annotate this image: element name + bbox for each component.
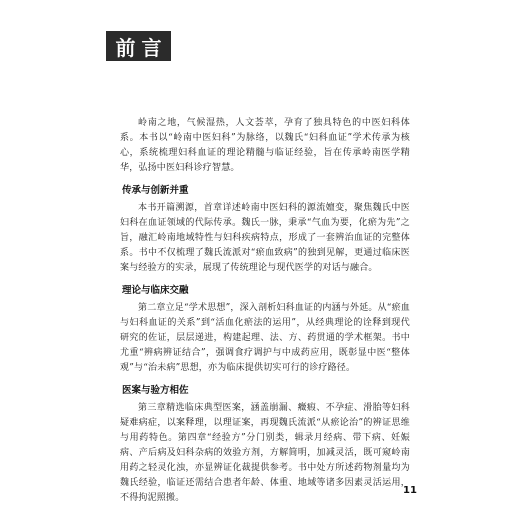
preface-content xyxy=(120,116,410,506)
page-title: 前言 xyxy=(115,35,168,60)
section-heading-cases: 医案与验方相佐 xyxy=(122,385,189,396)
intro-paragraph: 岭南之地，气候湿热，人文荟萃，孕育了独具特色的中医妇科体系。本书以“岭南中医妇科”为脉络，以魏氏“妇科血证”学术传承为核心，系统梳理妇科血证的理论精髓与临证经验，旨在传承岭南医学精华，弘扬中医妇科诊疗智慧。 xyxy=(120,118,410,173)
section-heading-inheritance: 传承与创新并重 xyxy=(122,185,189,196)
section-paragraph-theory: 第二章立足“学术思想”，深入剖析妇科血证的内涵与外延。从“瘀血与妇科血证的关系”到“活血化瘀法的运用”，从经典理论的诠释到现代研究的佐证，层层递进，构建起理、法、方、药贯通的学术框架。书中尤重“辨病辨证结合”，强调食疗调护与中成药应用，既彰显中医“整体观”与“治未病”思想，亦为临床提供切实可行的诊疗路径。 xyxy=(120,303,411,373)
section-heading-theory: 理论与临床交融 xyxy=(122,285,189,296)
section-paragraph-inheritance: 本书开篇溯源，首章详述岭南中医妇科的源流嬗变，聚焦魏氏中医妇科在血证领域的代际传承。魏氏一脉，秉承“气血为要，化瘀为先”之旨，融汇岭南地域特性与妇科疾病特点，形成了一套辨治血证的完整体系。书中不仅梳理了魏氏流派对“瘀血致病”的独到见解，更通过临床医案与经验方的实录，展现了传统理论与现代医学的对话与融合。 xyxy=(120,203,410,273)
title-block xyxy=(106,31,171,61)
section-paragraph-cases: 第三章精选临床典型医案，涵盖崩漏、癥瘕、不孕症、滑胎等妇科疑难病症，以案释理，以理证案，再现魏氏流派“从瘀论治”的辨证思维与用药特色。第四章“经验方”分门别类，辑录月经病、带下病、妊娠病、产后病及妇科杂病的效验方剂，方解简明，加减灵活，既可窥岭南用药之轻灵化浊，亦显辨证化裁提供参考。书中处方所述药物剂量均为魏氏经验，临证还需结合患者年龄、体重、地域等诸多因素灵活运用，不得拘泥照搬。 xyxy=(120,403,410,503)
page-number: 11 xyxy=(403,485,417,496)
